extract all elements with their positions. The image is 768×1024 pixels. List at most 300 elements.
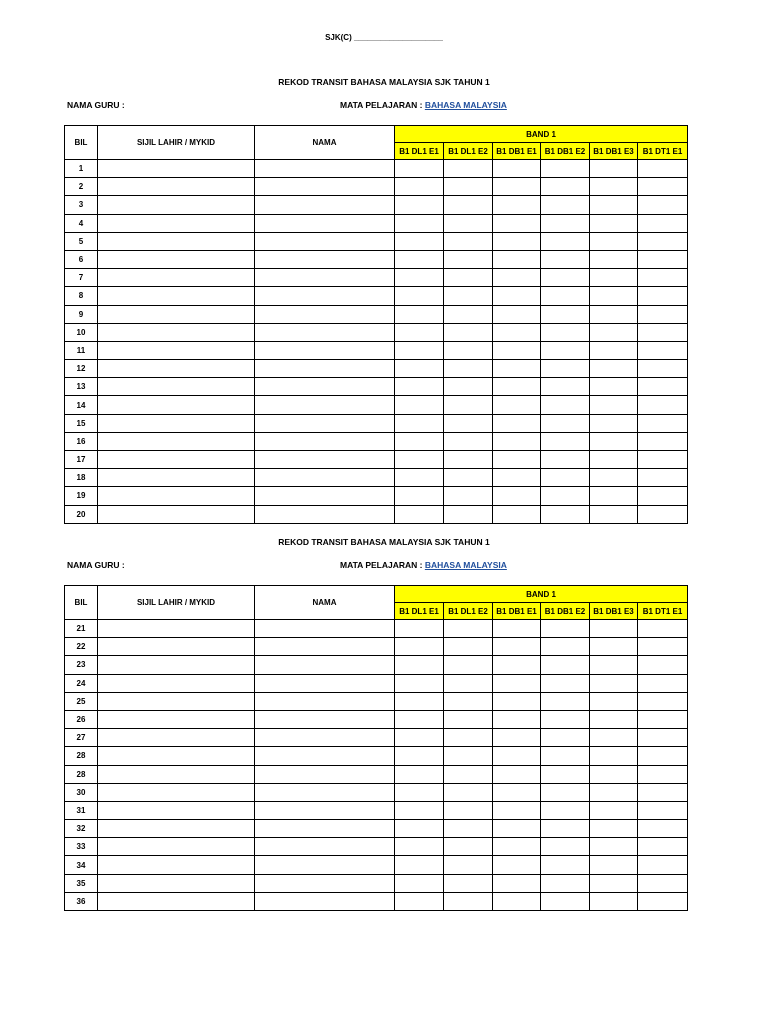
cell-b1-dl1-e1[interactable] bbox=[395, 487, 444, 505]
cell-b1-dt1-e1[interactable] bbox=[638, 820, 688, 838]
cell-b1-db1-e1[interactable] bbox=[493, 487, 541, 505]
cell-b1-db1-e3[interactable] bbox=[590, 856, 638, 874]
cell-b1-db1-e3[interactable] bbox=[590, 287, 638, 305]
cell-b1-db1-e3[interactable] bbox=[590, 783, 638, 801]
cell-sijil[interactable] bbox=[98, 801, 255, 819]
cell-b1-dl1-e1[interactable] bbox=[395, 783, 444, 801]
cell-nama[interactable] bbox=[255, 874, 395, 892]
cell-b1-db1-e2[interactable] bbox=[541, 638, 590, 656]
cell-b1-db1-e2[interactable] bbox=[541, 269, 590, 287]
cell-b1-dt1-e1[interactable] bbox=[638, 747, 688, 765]
cell-b1-db1-e2[interactable] bbox=[541, 487, 590, 505]
cell-sijil[interactable] bbox=[98, 414, 255, 432]
cell-b1-dt1-e1[interactable] bbox=[638, 729, 688, 747]
cell-b1-db1-e1[interactable] bbox=[493, 305, 541, 323]
cell-b1-db1-e1[interactable] bbox=[493, 801, 541, 819]
cell-b1-db1-e1[interactable] bbox=[493, 323, 541, 341]
cell-b1-db1-e2[interactable] bbox=[541, 451, 590, 469]
cell-nama[interactable] bbox=[255, 783, 395, 801]
cell-b1-dl1-e2[interactable] bbox=[444, 729, 493, 747]
cell-b1-db1-e2[interactable] bbox=[541, 414, 590, 432]
cell-sijil[interactable] bbox=[98, 360, 255, 378]
cell-sijil[interactable] bbox=[98, 196, 255, 214]
cell-b1-dt1-e1[interactable] bbox=[638, 178, 688, 196]
cell-b1-dl1-e2[interactable] bbox=[444, 856, 493, 874]
cell-b1-db1-e3[interactable] bbox=[590, 820, 638, 838]
cell-b1-dl1-e1[interactable] bbox=[395, 396, 444, 414]
cell-b1-db1-e2[interactable] bbox=[541, 783, 590, 801]
cell-b1-db1-e3[interactable] bbox=[590, 892, 638, 910]
cell-sijil[interactable] bbox=[98, 451, 255, 469]
cell-nama[interactable] bbox=[255, 269, 395, 287]
cell-nama[interactable] bbox=[255, 341, 395, 359]
cell-nama[interactable] bbox=[255, 214, 395, 232]
cell-b1-db1-e1[interactable] bbox=[493, 451, 541, 469]
cell-sijil[interactable] bbox=[98, 729, 255, 747]
cell-b1-db1-e1[interactable] bbox=[493, 710, 541, 728]
cell-nama[interactable] bbox=[255, 747, 395, 765]
cell-b1-db1-e2[interactable] bbox=[541, 729, 590, 747]
cell-b1-db1-e2[interactable] bbox=[541, 178, 590, 196]
cell-nama[interactable] bbox=[255, 638, 395, 656]
cell-b1-dl1-e2[interactable] bbox=[444, 747, 493, 765]
cell-b1-db1-e1[interactable] bbox=[493, 432, 541, 450]
cell-nama[interactable] bbox=[255, 838, 395, 856]
cell-b1-dl1-e2[interactable] bbox=[444, 451, 493, 469]
cell-b1-db1-e3[interactable] bbox=[590, 160, 638, 178]
cell-b1-dl1-e1[interactable] bbox=[395, 414, 444, 432]
cell-b1-db1-e3[interactable] bbox=[590, 674, 638, 692]
cell-sijil[interactable] bbox=[98, 765, 255, 783]
cell-b1-dt1-e1[interactable] bbox=[638, 232, 688, 250]
cell-b1-db1-e3[interactable] bbox=[590, 638, 638, 656]
cell-b1-db1-e2[interactable] bbox=[541, 747, 590, 765]
cell-b1-db1-e1[interactable] bbox=[493, 360, 541, 378]
cell-sijil[interactable] bbox=[98, 874, 255, 892]
cell-b1-db1-e2[interactable] bbox=[541, 396, 590, 414]
cell-nama[interactable] bbox=[255, 469, 395, 487]
cell-b1-dl1-e1[interactable] bbox=[395, 323, 444, 341]
cell-b1-dl1-e1[interactable] bbox=[395, 451, 444, 469]
cell-b1-db1-e2[interactable] bbox=[541, 360, 590, 378]
cell-sijil[interactable] bbox=[98, 656, 255, 674]
cell-b1-dl1-e1[interactable] bbox=[395, 287, 444, 305]
cell-b1-dt1-e1[interactable] bbox=[638, 874, 688, 892]
cell-b1-db1-e2[interactable] bbox=[541, 656, 590, 674]
cell-b1-dl1-e2[interactable] bbox=[444, 820, 493, 838]
cell-nama[interactable] bbox=[255, 250, 395, 268]
cell-sijil[interactable] bbox=[98, 396, 255, 414]
cell-b1-dl1-e1[interactable] bbox=[395, 269, 444, 287]
cell-sijil[interactable] bbox=[98, 378, 255, 396]
cell-b1-dl1-e2[interactable] bbox=[444, 305, 493, 323]
cell-b1-db1-e3[interactable] bbox=[590, 765, 638, 783]
cell-b1-dl1-e1[interactable] bbox=[395, 874, 444, 892]
cell-b1-dt1-e1[interactable] bbox=[638, 487, 688, 505]
cell-b1-dt1-e1[interactable] bbox=[638, 783, 688, 801]
cell-b1-dt1-e1[interactable] bbox=[638, 692, 688, 710]
cell-b1-dl1-e2[interactable] bbox=[444, 341, 493, 359]
cell-b1-dt1-e1[interactable] bbox=[638, 469, 688, 487]
cell-sijil[interactable] bbox=[98, 692, 255, 710]
cell-b1-dl1-e2[interactable] bbox=[444, 505, 493, 523]
cell-b1-dt1-e1[interactable] bbox=[638, 856, 688, 874]
cell-nama[interactable] bbox=[255, 505, 395, 523]
cell-b1-db1-e2[interactable] bbox=[541, 838, 590, 856]
cell-b1-dt1-e1[interactable] bbox=[638, 674, 688, 692]
cell-b1-db1-e1[interactable] bbox=[493, 232, 541, 250]
cell-b1-dt1-e1[interactable] bbox=[638, 160, 688, 178]
cell-sijil[interactable] bbox=[98, 214, 255, 232]
cell-b1-dt1-e1[interactable] bbox=[638, 656, 688, 674]
cell-nama[interactable] bbox=[255, 487, 395, 505]
cell-b1-db1-e3[interactable] bbox=[590, 469, 638, 487]
cell-b1-dt1-e1[interactable] bbox=[638, 638, 688, 656]
cell-b1-db1-e2[interactable] bbox=[541, 196, 590, 214]
cell-b1-db1-e1[interactable] bbox=[493, 674, 541, 692]
cell-b1-dt1-e1[interactable] bbox=[638, 765, 688, 783]
cell-sijil[interactable] bbox=[98, 250, 255, 268]
header-col-4: B1 DB1 E2 bbox=[541, 603, 590, 620]
cell-b1-db1-e2[interactable] bbox=[541, 432, 590, 450]
cell-b1-db1-e1[interactable] bbox=[493, 160, 541, 178]
table-row bbox=[65, 360, 688, 378]
cell-b1-dl1-e1[interactable] bbox=[395, 160, 444, 178]
cell-b1-dt1-e1[interactable] bbox=[638, 196, 688, 214]
cell-b1-dl1-e2[interactable] bbox=[444, 378, 493, 396]
cell-b1-db1-e3[interactable] bbox=[590, 214, 638, 232]
cell-b1-dt1-e1[interactable] bbox=[638, 360, 688, 378]
cell-b1-db1-e2[interactable] bbox=[541, 469, 590, 487]
cell-b1-db1-e2[interactable] bbox=[541, 287, 590, 305]
cell-nama[interactable] bbox=[255, 378, 395, 396]
cell-b1-dl1-e1[interactable] bbox=[395, 505, 444, 523]
cell-sijil[interactable] bbox=[98, 838, 255, 856]
cell-b1-dl1-e2[interactable] bbox=[444, 250, 493, 268]
cell-sijil[interactable] bbox=[98, 783, 255, 801]
cell-b1-dl1-e1[interactable] bbox=[395, 692, 444, 710]
cell-b1-dt1-e1[interactable] bbox=[638, 710, 688, 728]
cell-b1-db1-e2[interactable] bbox=[541, 892, 590, 910]
cell-b1-db1-e2[interactable] bbox=[541, 505, 590, 523]
cell-b1-dl1-e1[interactable] bbox=[395, 250, 444, 268]
cell-sijil[interactable] bbox=[98, 469, 255, 487]
cell-nama[interactable] bbox=[255, 820, 395, 838]
subject-value: BAHASA MALAYSIA bbox=[424, 100, 507, 110]
cell-nama[interactable] bbox=[255, 414, 395, 432]
cell-nama[interactable] bbox=[255, 856, 395, 874]
cell-sijil[interactable] bbox=[98, 269, 255, 287]
cell-b1-dl1-e2[interactable] bbox=[444, 178, 493, 196]
cell-b1-db1-e2[interactable] bbox=[541, 620, 590, 638]
cell-b1-db1-e2[interactable] bbox=[541, 856, 590, 874]
cell-b1-db1-e3[interactable] bbox=[590, 250, 638, 268]
cell-nama[interactable] bbox=[255, 692, 395, 710]
cell-sijil[interactable] bbox=[98, 620, 255, 638]
cell-nama[interactable] bbox=[255, 674, 395, 692]
cell-sijil[interactable] bbox=[98, 341, 255, 359]
cell-b1-db1-e3[interactable] bbox=[590, 305, 638, 323]
cell-b1-dt1-e1[interactable] bbox=[638, 432, 688, 450]
cell-b1-dl1-e2[interactable] bbox=[444, 196, 493, 214]
cell-sijil[interactable] bbox=[98, 856, 255, 874]
cell-b1-dl1-e1[interactable] bbox=[395, 856, 444, 874]
cell-b1-db1-e2[interactable] bbox=[541, 250, 590, 268]
cell-b1-dl1-e2[interactable] bbox=[444, 360, 493, 378]
cell-b1-dl1-e1[interactable] bbox=[395, 838, 444, 856]
cell-nama[interactable] bbox=[255, 287, 395, 305]
cell-b1-db1-e2[interactable] bbox=[541, 710, 590, 728]
cell-b1-db1-e1[interactable] bbox=[493, 250, 541, 268]
cell-b1-db1-e1[interactable] bbox=[493, 838, 541, 856]
cell-b1-db1-e2[interactable] bbox=[541, 801, 590, 819]
cell-b1-db1-e2[interactable] bbox=[541, 874, 590, 892]
cell-b1-dl1-e1[interactable] bbox=[395, 178, 444, 196]
cell-b1-db1-e2[interactable] bbox=[541, 214, 590, 232]
cell-b1-db1-e3[interactable] bbox=[590, 487, 638, 505]
cell-b1-dl1-e1[interactable] bbox=[395, 747, 444, 765]
cell-b1-db1-e3[interactable] bbox=[590, 414, 638, 432]
cell-b1-db1-e1[interactable] bbox=[493, 856, 541, 874]
cell-b1-dt1-e1[interactable] bbox=[638, 451, 688, 469]
cell-b1-db1-e3[interactable] bbox=[590, 432, 638, 450]
cell-b1-dt1-e1[interactable] bbox=[638, 838, 688, 856]
cell-b1-db1-e1[interactable] bbox=[493, 469, 541, 487]
cell-b1-dl1-e2[interactable] bbox=[444, 432, 493, 450]
table-row bbox=[65, 874, 688, 892]
cell-b1-db1-e1[interactable] bbox=[493, 620, 541, 638]
cell-b1-db1-e3[interactable] bbox=[590, 801, 638, 819]
cell-sijil[interactable] bbox=[98, 432, 255, 450]
cell-b1-dl1-e2[interactable] bbox=[444, 692, 493, 710]
cell-b1-dl1-e2[interactable] bbox=[444, 160, 493, 178]
cell-nama[interactable] bbox=[255, 178, 395, 196]
cell-b1-dl1-e1[interactable] bbox=[395, 378, 444, 396]
cell-b1-db1-e1[interactable] bbox=[493, 414, 541, 432]
cell-b1-db1-e1[interactable] bbox=[493, 765, 541, 783]
cell-b1-dt1-e1[interactable] bbox=[638, 378, 688, 396]
cell-b1-dl1-e1[interactable] bbox=[395, 305, 444, 323]
cell-b1-dl1-e2[interactable] bbox=[444, 838, 493, 856]
cell-b1-db1-e3[interactable] bbox=[590, 505, 638, 523]
cell-b1-db1-e1[interactable] bbox=[493, 638, 541, 656]
cell-b1-dt1-e1[interactable] bbox=[638, 269, 688, 287]
cell-sijil[interactable] bbox=[98, 638, 255, 656]
cell-sijil[interactable] bbox=[98, 323, 255, 341]
cell-b1-db1-e3[interactable] bbox=[590, 620, 638, 638]
cell-b1-db1-e1[interactable] bbox=[493, 505, 541, 523]
cell-b1-db1-e2[interactable] bbox=[541, 160, 590, 178]
cell-b1-dl1-e1[interactable] bbox=[395, 432, 444, 450]
cell-b1-db1-e3[interactable] bbox=[590, 196, 638, 214]
cell-nama[interactable] bbox=[255, 160, 395, 178]
cell-b1-dl1-e1[interactable] bbox=[395, 710, 444, 728]
cell-b1-dl1-e2[interactable] bbox=[444, 396, 493, 414]
cell-sijil[interactable] bbox=[98, 160, 255, 178]
cell-sijil[interactable] bbox=[98, 178, 255, 196]
cell-b1-dl1-e1[interactable] bbox=[395, 469, 444, 487]
cell-b1-db1-e3[interactable] bbox=[590, 341, 638, 359]
cell-b1-dt1-e1[interactable] bbox=[638, 505, 688, 523]
cell-nama[interactable] bbox=[255, 396, 395, 414]
cell-b1-dl1-e2[interactable] bbox=[444, 783, 493, 801]
cell-b1-db1-e1[interactable] bbox=[493, 196, 541, 214]
cell-b1-db1-e2[interactable] bbox=[541, 765, 590, 783]
cell-b1-db1-e3[interactable] bbox=[590, 378, 638, 396]
cell-b1-dl1-e2[interactable] bbox=[444, 487, 493, 505]
cell-b1-db1-e2[interactable] bbox=[541, 323, 590, 341]
cell-b1-db1-e1[interactable] bbox=[493, 783, 541, 801]
cell-nama[interactable] bbox=[255, 765, 395, 783]
cell-b1-dl1-e1[interactable] bbox=[395, 729, 444, 747]
cell-b1-db1-e1[interactable] bbox=[493, 214, 541, 232]
cell-sijil[interactable] bbox=[98, 674, 255, 692]
cell-b1-dl1-e1[interactable] bbox=[395, 801, 444, 819]
cell-b1-dl1-e1[interactable] bbox=[395, 232, 444, 250]
cell-b1-dl1-e1[interactable] bbox=[395, 341, 444, 359]
section2-nama-guru: NAMA GURU : bbox=[67, 560, 125, 570]
cell-sijil[interactable] bbox=[98, 820, 255, 838]
cell-nama[interactable] bbox=[255, 451, 395, 469]
cell-sijil[interactable] bbox=[98, 505, 255, 523]
cell-b1-db1-e1[interactable] bbox=[493, 178, 541, 196]
cell-sijil[interactable] bbox=[98, 487, 255, 505]
cell-b1-db1-e2[interactable] bbox=[541, 674, 590, 692]
cell-sijil[interactable] bbox=[98, 287, 255, 305]
cell-nama[interactable] bbox=[255, 196, 395, 214]
cell-b1-db1-e1[interactable] bbox=[493, 341, 541, 359]
cell-b1-dt1-e1[interactable] bbox=[638, 214, 688, 232]
cell-b1-db1-e3[interactable] bbox=[590, 656, 638, 674]
cell-b1-db1-e1[interactable] bbox=[493, 378, 541, 396]
cell-sijil[interactable] bbox=[98, 710, 255, 728]
cell-nama[interactable] bbox=[255, 710, 395, 728]
cell-b1-dt1-e1[interactable] bbox=[638, 801, 688, 819]
cell-nama[interactable] bbox=[255, 360, 395, 378]
cell-b1-db1-e2[interactable] bbox=[541, 820, 590, 838]
cell-b1-dt1-e1[interactable] bbox=[638, 305, 688, 323]
cell-b1-dl1-e2[interactable] bbox=[444, 269, 493, 287]
cell-b1-dl1-e1[interactable] bbox=[395, 892, 444, 910]
cell-b1-db1-e3[interactable] bbox=[590, 323, 638, 341]
cell-b1-dl1-e2[interactable] bbox=[444, 801, 493, 819]
cell-sijil[interactable] bbox=[98, 892, 255, 910]
cell-sijil[interactable] bbox=[98, 305, 255, 323]
cell-b1-dt1-e1[interactable] bbox=[638, 396, 688, 414]
cell-b1-dl1-e2[interactable] bbox=[444, 892, 493, 910]
cell-nama[interactable] bbox=[255, 656, 395, 674]
cell-b1-dl1-e1[interactable] bbox=[395, 638, 444, 656]
cell-b1-db1-e1[interactable] bbox=[493, 747, 541, 765]
cell-b1-dl1-e2[interactable] bbox=[444, 874, 493, 892]
cell-b1-dl1-e2[interactable] bbox=[444, 287, 493, 305]
cell-b1-db1-e2[interactable] bbox=[541, 232, 590, 250]
cell-b1-dt1-e1[interactable] bbox=[638, 620, 688, 638]
cell-nama[interactable] bbox=[255, 729, 395, 747]
cell-nama[interactable] bbox=[255, 801, 395, 819]
cell-b1-dl1-e2[interactable] bbox=[444, 656, 493, 674]
cell-b1-db1-e2[interactable] bbox=[541, 305, 590, 323]
table-row bbox=[65, 856, 688, 874]
cell-b1-db1-e2[interactable] bbox=[541, 341, 590, 359]
cell-b1-db1-e3[interactable] bbox=[590, 874, 638, 892]
cell-b1-db1-e1[interactable] bbox=[493, 892, 541, 910]
cell-b1-dt1-e1[interactable] bbox=[638, 341, 688, 359]
row-bil: 20 bbox=[65, 505, 98, 523]
cell-b1-dt1-e1[interactable] bbox=[638, 250, 688, 268]
cell-b1-db1-e2[interactable] bbox=[541, 692, 590, 710]
cell-b1-dl1-e2[interactable] bbox=[444, 469, 493, 487]
cell-b1-db1-e3[interactable] bbox=[590, 747, 638, 765]
cell-b1-db1-e3[interactable] bbox=[590, 232, 638, 250]
cell-b1-dl1-e2[interactable] bbox=[444, 765, 493, 783]
cell-nama[interactable] bbox=[255, 323, 395, 341]
cell-b1-db1-e1[interactable] bbox=[493, 269, 541, 287]
cell-b1-dl1-e1[interactable] bbox=[395, 674, 444, 692]
cell-b1-dl1-e1[interactable] bbox=[395, 196, 444, 214]
cell-b1-db1-e1[interactable] bbox=[493, 287, 541, 305]
cell-b1-dl1-e1[interactable] bbox=[395, 360, 444, 378]
cell-b1-db1-e1[interactable] bbox=[493, 729, 541, 747]
cell-nama[interactable] bbox=[255, 892, 395, 910]
cell-b1-dl1-e2[interactable] bbox=[444, 638, 493, 656]
cell-b1-db1-e3[interactable] bbox=[590, 729, 638, 747]
cell-b1-dl1-e2[interactable] bbox=[444, 620, 493, 638]
cell-b1-dl1-e1[interactable] bbox=[395, 214, 444, 232]
row-bil: 19 bbox=[65, 487, 98, 505]
cell-b1-db1-e1[interactable] bbox=[493, 656, 541, 674]
cell-nama[interactable] bbox=[255, 620, 395, 638]
cell-b1-dt1-e1[interactable] bbox=[638, 414, 688, 432]
cell-b1-dt1-e1[interactable] bbox=[638, 892, 688, 910]
cell-b1-db1-e1[interactable] bbox=[493, 396, 541, 414]
cell-b1-db1-e3[interactable] bbox=[590, 360, 638, 378]
cell-b1-dl1-e1[interactable] bbox=[395, 656, 444, 674]
cell-sijil[interactable] bbox=[98, 232, 255, 250]
row-bil: 24 bbox=[65, 674, 98, 692]
cell-b1-dl1-e2[interactable] bbox=[444, 710, 493, 728]
row-bil: 23 bbox=[65, 656, 98, 674]
cell-b1-db1-e2[interactable] bbox=[541, 378, 590, 396]
cell-b1-dl1-e1[interactable] bbox=[395, 620, 444, 638]
cell-b1-db1-e3[interactable] bbox=[590, 838, 638, 856]
cell-sijil[interactable] bbox=[98, 747, 255, 765]
cell-b1-dl1-e2[interactable] bbox=[444, 232, 493, 250]
cell-b1-db1-e1[interactable] bbox=[493, 820, 541, 838]
cell-b1-dt1-e1[interactable] bbox=[638, 323, 688, 341]
cell-b1-dl1-e2[interactable] bbox=[444, 674, 493, 692]
cell-b1-db1-e1[interactable] bbox=[493, 874, 541, 892]
cell-b1-db1-e3[interactable] bbox=[590, 269, 638, 287]
cell-b1-dl1-e2[interactable] bbox=[444, 414, 493, 432]
cell-nama[interactable] bbox=[255, 432, 395, 450]
cell-b1-db1-e3[interactable] bbox=[590, 710, 638, 728]
row-bil: 14 bbox=[65, 396, 98, 414]
cell-b1-db1-e1[interactable] bbox=[493, 692, 541, 710]
cell-b1-dl1-e1[interactable] bbox=[395, 765, 444, 783]
cell-b1-dl1-e2[interactable] bbox=[444, 323, 493, 341]
cell-b1-dl1-e2[interactable] bbox=[444, 214, 493, 232]
cell-b1-db1-e3[interactable] bbox=[590, 692, 638, 710]
cell-nama[interactable] bbox=[255, 305, 395, 323]
cell-b1-db1-e3[interactable] bbox=[590, 178, 638, 196]
cell-b1-db1-e3[interactable] bbox=[590, 396, 638, 414]
cell-b1-dl1-e1[interactable] bbox=[395, 820, 444, 838]
cell-b1-dt1-e1[interactable] bbox=[638, 287, 688, 305]
table-row bbox=[65, 232, 688, 250]
cell-nama[interactable] bbox=[255, 232, 395, 250]
cell-b1-db1-e3[interactable] bbox=[590, 451, 638, 469]
